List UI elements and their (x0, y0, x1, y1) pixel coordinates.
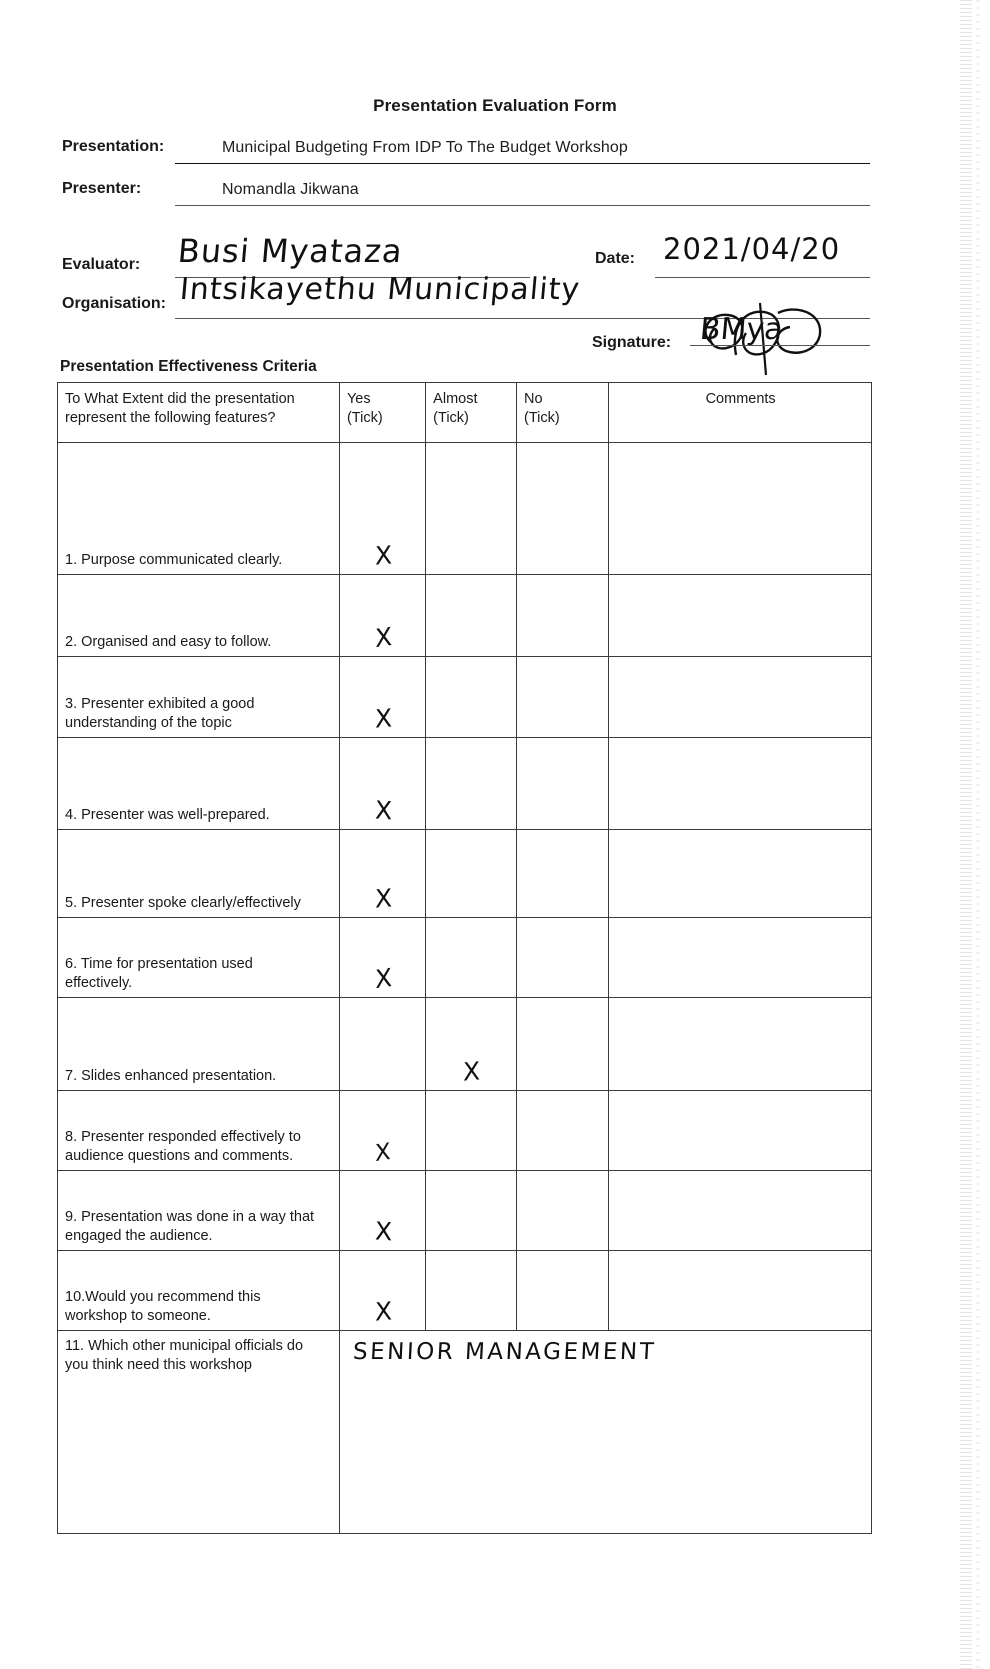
criteria-cell: 2. Organised and easy to follow. (58, 575, 340, 657)
signature-flourish-icon (690, 295, 870, 380)
header-criteria (58, 383, 340, 443)
yes-mark-cell[interactable] (339, 998, 425, 1091)
section-heading: Presentation Effectiveness Criteria (60, 358, 317, 375)
table-row (58, 443, 872, 575)
signature-rule (690, 345, 870, 346)
criteria-cell (58, 657, 340, 738)
date-rule (655, 277, 870, 278)
tick-mark: X (462, 1056, 481, 1087)
no-mark-cell[interactable] (517, 1251, 609, 1331)
criteria-cell: 4. Presenter was well-prepared. (58, 738, 340, 830)
comments-cell[interactable] (609, 918, 872, 998)
comments-cell[interactable] (609, 657, 872, 738)
no-mark-cell[interactable] (517, 1091, 609, 1171)
table-row-final (58, 1331, 872, 1534)
presenter-rule (175, 205, 870, 206)
criteria-line2: you think need this workshop (65, 1357, 252, 1374)
yes-mark-cell[interactable] (339, 918, 425, 998)
criteria-line1: 10.Would you recommend this (65, 1288, 261, 1305)
criteria-line1: 11. Which other municipal officials do (65, 1338, 304, 1354)
header-yes-tick: (Tick) (346, 410, 383, 427)
header-criteria-line1: To What Extent did the presentation (65, 391, 295, 407)
no-mark-cell[interactable] (517, 918, 609, 998)
criteria-line1: 8. Presenter responded effectively to (65, 1128, 301, 1145)
header-criteria-line2: represent the following features? (65, 410, 276, 427)
criteria-cell (58, 918, 340, 998)
criteria-cell-final (58, 1331, 340, 1534)
table-row (58, 738, 872, 830)
yes-mark-cell[interactable] (339, 1171, 425, 1251)
almost-mark-cell[interactable] (426, 1251, 517, 1331)
criteria-line2: workshop to someone. (65, 1307, 211, 1324)
no-mark-cell[interactable] (517, 657, 609, 738)
no-mark-cell[interactable] (517, 738, 609, 830)
criteria-cell (58, 1251, 340, 1331)
criteria-line2: effectively. (65, 974, 133, 991)
criteria-cell: 7. Slides enhanced presentation. (58, 998, 340, 1091)
tick-mark: X (374, 1138, 392, 1168)
criteria-line2: audience questions and comments. (65, 1147, 294, 1164)
comments-cell[interactable] (609, 1251, 872, 1331)
yes-mark-cell[interactable] (339, 657, 425, 738)
presenter-value: Nomandla Jikwana (222, 181, 359, 198)
final-answer-handwritten: SENIOR MANAGEMENT (352, 1339, 657, 1365)
no-mark-cell[interactable] (517, 575, 609, 657)
header-yes (339, 383, 425, 443)
header-comments: Comments (609, 383, 872, 443)
yes-mark-cell[interactable] (339, 1091, 425, 1171)
presenter-label: Presenter: (62, 180, 142, 197)
table-row (58, 1171, 872, 1251)
yes-mark-cell[interactable] (339, 443, 425, 575)
header-no-label: No (524, 391, 543, 407)
signature-label: Signature: (592, 334, 672, 351)
header-almost (426, 383, 517, 443)
almost-mark-cell[interactable] (426, 1171, 517, 1251)
comments-cell[interactable] (609, 1171, 872, 1251)
tick-mark: X (374, 962, 393, 995)
signature-handwritten-value: BMya (698, 312, 785, 347)
tick-mark: X (374, 1216, 392, 1247)
comments-cell[interactable] (609, 830, 872, 918)
final-answer-cell[interactable] (339, 1331, 871, 1534)
no-mark-cell[interactable] (517, 1171, 609, 1251)
criteria-cell: 1. Purpose communicated clearly. (58, 443, 340, 575)
almost-mark-cell[interactable] (426, 575, 517, 657)
almost-mark-cell[interactable] (426, 657, 517, 738)
table-row (58, 998, 872, 1091)
criteria-line1: 6. Time for presentation used (65, 955, 253, 972)
scan-artifact-strip-secondary (976, 0, 980, 1669)
organisation-handwritten-value: Intsikayethu Municipality (178, 272, 582, 307)
no-mark-cell[interactable] (517, 830, 609, 918)
comments-cell[interactable] (609, 443, 872, 575)
tick-mark: X (374, 703, 392, 734)
header-no-tick: (Tick) (524, 410, 560, 427)
criteria-line2: understanding of the topic (65, 714, 232, 731)
date-label: Date: (595, 250, 636, 267)
table-row (58, 657, 872, 738)
presentation-label: Presentation: (62, 138, 165, 155)
no-mark-cell[interactable] (517, 443, 609, 575)
yes-mark-cell[interactable] (339, 830, 425, 918)
tick-mark: X (374, 795, 392, 826)
table-header-row (58, 383, 872, 443)
table-row (58, 1251, 872, 1331)
header-almost-tick: (Tick) (433, 410, 469, 427)
criteria-cell: 5. Presenter spoke clearly/effectively (58, 830, 340, 918)
header-almost-label: Almost (433, 391, 478, 407)
table-row (58, 918, 872, 998)
almost-mark-cell[interactable] (426, 443, 517, 575)
table-row (58, 575, 872, 657)
criteria-line2: engaged the audience. (65, 1227, 213, 1244)
comments-cell[interactable] (609, 738, 872, 830)
criteria-line1: 3. Presenter exhibited a good (65, 695, 255, 712)
table-row (58, 830, 872, 918)
presentation-value: Municipal Budgeting From IDP To The Budget Workshop (222, 139, 628, 156)
evaluation-criteria-table (57, 382, 872, 1534)
yes-mark-cell[interactable] (339, 1251, 425, 1331)
almost-mark-cell[interactable] (426, 998, 517, 1091)
tick-mark: X (374, 621, 393, 654)
table-row (58, 1091, 872, 1171)
criteria-cell (58, 1171, 340, 1251)
yes-mark-cell[interactable] (339, 575, 425, 657)
yes-mark-cell[interactable] (339, 738, 425, 830)
tick-mark: X (374, 883, 392, 914)
evaluator-label: Evaluator: (62, 256, 141, 273)
page-title: Presentation Evaluation Form (373, 96, 617, 115)
tick-mark: X (374, 540, 392, 571)
criteria-line1: 9. Presentation was done in a way that (65, 1208, 315, 1225)
almost-mark-cell[interactable] (426, 918, 517, 998)
comments-cell[interactable] (609, 1091, 872, 1171)
no-mark-cell[interactable] (517, 998, 609, 1091)
almost-mark-cell[interactable] (426, 1091, 517, 1171)
criteria-cell (58, 1091, 340, 1171)
comments-cell[interactable] (609, 998, 872, 1091)
comments-cell[interactable] (609, 575, 872, 657)
organisation-label: Organisation: (62, 295, 167, 312)
almost-mark-cell[interactable] (426, 830, 517, 918)
presentation-rule (175, 163, 870, 164)
header-yes-label: Yes (346, 391, 371, 407)
tick-mark: X (374, 1296, 392, 1327)
evaluator-handwritten-value: Busi Myataza (176, 232, 405, 270)
scan-artifact-strip (960, 0, 972, 1669)
almost-mark-cell[interactable] (426, 738, 517, 830)
date-handwritten-value: 2021/04/20 (663, 232, 841, 266)
header-no (517, 383, 609, 443)
